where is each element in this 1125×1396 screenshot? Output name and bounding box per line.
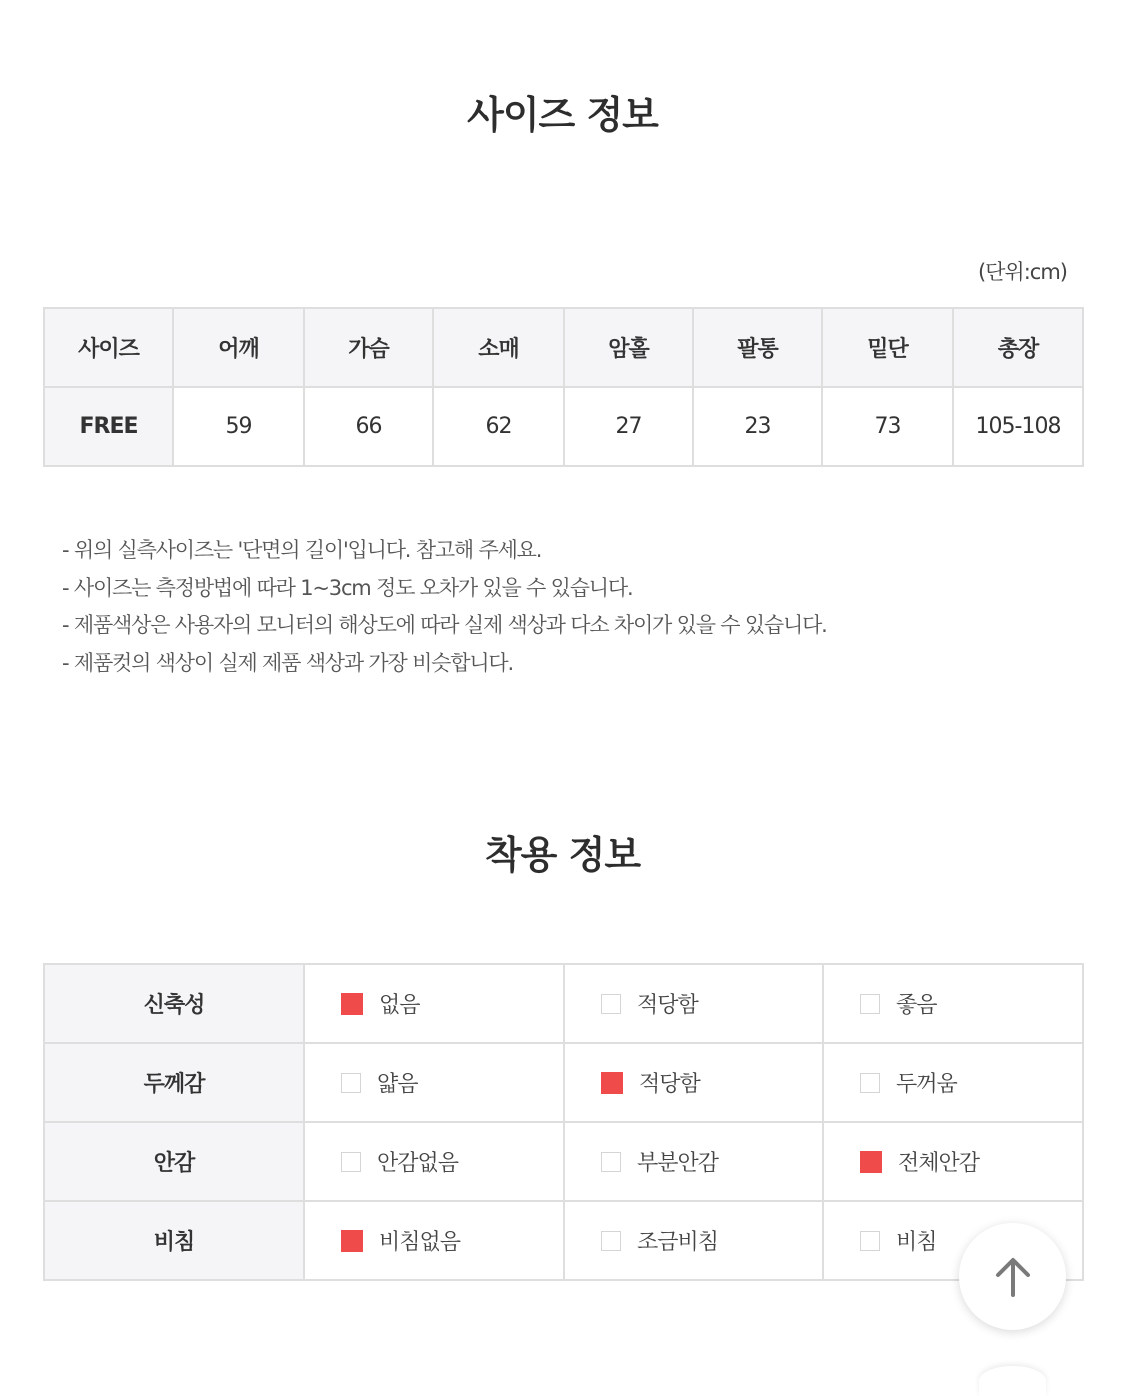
note-line: - 제품색상은 사용자의 모니터의 해상도에 따라 실제 색상과 다소 차이가 있을 수 있습니다. [62,613,827,637]
size-value-cell: 105-108 [953,387,1083,466]
note-line: - 위의 실측사이즈는 '단면의 길이'입니다. 참고해 주세요. [62,538,542,562]
secondary-floating-button[interactable] [979,1366,1046,1396]
fit-row-label: 안감 [44,1122,304,1201]
fit-table [43,963,1084,1281]
size-value-cell: 27 [564,387,693,466]
unchecked-box-icon [341,1073,361,1093]
unchecked-box-icon [601,1152,621,1172]
fit-option [304,1122,564,1201]
note-line: - 제품컷의 색상이 실제 제품 색상과 가장 비슷합니다. [62,650,513,675]
size-header-cell: 어깨 [173,308,304,387]
size-header-cell: 총장 [953,308,1083,387]
size-header-cell: 가슴 [304,308,433,387]
fit-option [564,1122,823,1201]
fit-option-label: 얇음 [377,1072,418,1097]
fit-row-label: 신축성 [44,964,304,1043]
fit-row [44,1043,1083,1122]
size-value-cell: 62 [433,387,564,466]
fit-option [304,1201,564,1280]
size-header-cell: 사이즈 [44,308,173,387]
fit-option-label: 없음 [379,993,420,1018]
unchecked-box-icon [860,1073,880,1093]
size-value-cell: 23 [693,387,822,466]
fit-row [44,1201,1083,1280]
fit-row [44,1122,1083,1201]
size-value-cell: 59 [173,387,304,466]
size-name-cell: FREE [44,387,173,466]
fit-option-label: 안감없음 [377,1151,459,1176]
unchecked-box-icon [860,994,880,1014]
fit-option [564,964,823,1043]
fit-option [304,1043,564,1122]
unchecked-box-icon [341,1152,361,1172]
unchecked-box-icon [601,994,621,1014]
fit-option-label: 비침없음 [379,1230,461,1255]
fit-row [44,964,1083,1043]
size-header-cell: 소매 [433,308,564,387]
fit-option-label: 부분안감 [637,1151,719,1176]
fit-option [823,964,1083,1043]
size-value-cell: 66 [304,387,433,466]
fit-option [304,964,564,1043]
fit-option [823,1043,1083,1122]
note-line: - 사이즈는 측정방법에 따라 1~3cm 정도 오차가 있을 수 있습니다. [62,575,633,600]
size-value-cell: 73 [822,387,953,466]
fit-option-label: 전체안감 [898,1151,980,1176]
fit-option [823,1122,1083,1201]
fit-option [564,1201,823,1280]
size-notes [62,532,827,682]
size-header-row [44,308,1083,387]
size-info-title: 사이즈 정보 [467,93,658,137]
size-header-cell: 암홀 [564,308,693,387]
size-table [43,307,1084,467]
unchecked-box-icon [601,1231,621,1251]
checked-box-icon [341,1230,363,1252]
fit-info-title: 착용 정보 [484,833,641,877]
checked-box-icon [601,1072,623,1094]
fit-option-label: 좋음 [896,993,937,1018]
checked-box-icon [341,993,363,1015]
unit-label: (단위:cm) [977,260,1067,284]
fit-option-label: 적당함 [637,993,698,1018]
checked-box-icon [860,1151,882,1173]
size-header-cell: 밑단 [822,308,953,387]
fit-option-label: 비침 [896,1230,937,1255]
fit-option-label: 조금비침 [637,1230,719,1255]
size-data-row [44,387,1083,466]
unchecked-box-icon [860,1231,880,1251]
fit-row-label: 두께감 [44,1043,304,1122]
fit-option-label: 두꺼움 [896,1072,957,1097]
scroll-top-button[interactable] [959,1223,1066,1330]
arrow-up-icon [993,1255,1033,1299]
fit-row-label: 비침 [44,1201,304,1280]
size-header-cell: 팔통 [693,308,822,387]
fit-option [564,1043,823,1122]
fit-option-label: 적당함 [639,1072,700,1097]
